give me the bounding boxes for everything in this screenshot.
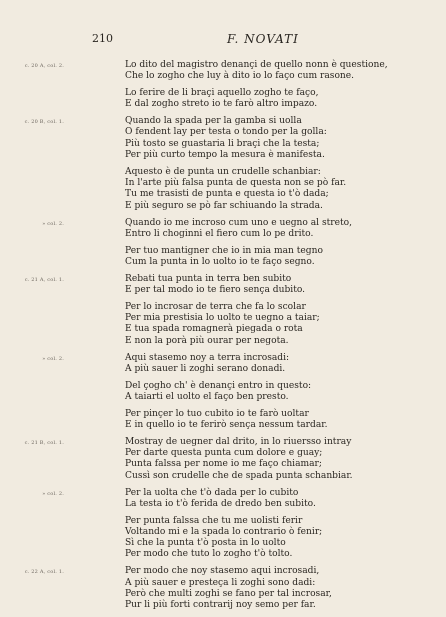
verse-line: Quando la spada per la gamba si uolla [125, 116, 302, 127]
page-header [0, 32, 446, 48]
verse-line-row [0, 167, 446, 178]
verse-line-row [0, 589, 446, 600]
stanza [0, 381, 446, 404]
verse-line: Rebati tua punta in terra ben subito [125, 273, 292, 284]
stanza [0, 167, 446, 212]
verse-line-row [0, 88, 446, 99]
stanza [0, 566, 446, 611]
margin-note: c. 22 A, col. 1. [24, 569, 64, 576]
verse-line-row [0, 600, 446, 611]
verse-line: A taiarti el uolto el faço ben presto. [125, 391, 289, 402]
verse-line: O fendent lay per testa o tondo per la golla: [125, 127, 327, 138]
verse-line: Sì che la punta t'ò posta in lo uolto [125, 538, 286, 549]
stanza [0, 218, 446, 241]
page-number: 210 [92, 32, 113, 45]
verse-line-row [0, 274, 446, 285]
verse-line: Aquesto è de punta un crudelle schanbiar: [125, 166, 321, 177]
stanza [0, 516, 446, 561]
verse-line-row [0, 285, 446, 296]
verse-line-row [0, 499, 446, 510]
verse-line: E in quello io te ferirò sença nessum tardar. [125, 420, 328, 431]
verse-line-row [0, 392, 446, 403]
verse-line-row [0, 420, 446, 431]
verse-line: Per pinçer lo tuo cubito io te farò uoltar [125, 408, 309, 419]
verse-line: A più sauer e presteça li zoghi sono dadi: [125, 577, 316, 588]
margin-note: c. 20 B, col. 1. [24, 119, 64, 126]
verse-line-row [0, 246, 446, 257]
verse-line: Entro li choginni el fiero cum lo pe drito. [125, 228, 314, 239]
margin-note: c. 21 B, col. 1. [24, 439, 64, 446]
verse-line-row [0, 99, 446, 110]
verse-line-row [0, 218, 446, 229]
verse-line-row [0, 448, 446, 459]
verse-line: In l'arte più falsa punta de questa non se pò far. [125, 178, 347, 189]
margin-note: c. 21 A, col. 1. [24, 276, 64, 283]
verse-line-row [0, 127, 446, 138]
stanza [0, 116, 446, 161]
verse-line: Che lo zogho che luy à dito io lo faço cum rasone. [125, 71, 355, 82]
stanza [0, 302, 446, 347]
stanza [0, 88, 446, 111]
verse-line-row [0, 538, 446, 549]
verse-line: Per darte questa punta cum dolore e guay; [125, 448, 323, 459]
verse-line: Per mia prestisia lo uolto te uegno a taiar; [125, 313, 320, 324]
verse-line: Più tosto se guastaria li braçi che la testa; [125, 138, 320, 149]
verse-line: Tu me trasisti de punta e questa io t'ò dada; [125, 189, 329, 200]
verse-line-row [0, 488, 446, 499]
verse-line-row [0, 201, 446, 212]
verse-line: Del çogho ch' è denançi entro in questo: [125, 380, 312, 391]
margin-note: c. 20 A, col. 2. [24, 63, 64, 69]
verse-line: Per punta falssa che tu me uolisti ferir [125, 515, 303, 526]
verse-line: Punta falssa per nome io me faço chiamar; [125, 459, 322, 470]
stanza [0, 60, 446, 83]
verse-line: E non la porà più ourar per negota. [125, 335, 289, 346]
verse-line: Cussì son crudelle che de spada punta schanbiar. [125, 470, 353, 481]
margin-note: » col. 2. [42, 490, 64, 497]
verse-line-row [0, 178, 446, 189]
verse-line-row [0, 71, 446, 82]
verse-line-row [0, 409, 446, 420]
verse-line: E per tal modo io te fiero sença dubito. [125, 285, 306, 296]
stanza [0, 488, 446, 511]
running-title: F. NOVATI [227, 32, 299, 46]
verse-line-row [0, 516, 446, 527]
stanza [0, 246, 446, 269]
verse-line: Quando io me incroso cum uno e uegno al streto, [125, 217, 353, 228]
verse-line: E tua spada romagnerà piegada o rota [125, 324, 303, 335]
verse-line-row [0, 324, 446, 335]
verse-line: Pur li più forti contrarij noy semo per far. [125, 600, 316, 611]
verse-line: Aqui stasemo noy a terra incrosadi: [125, 352, 290, 363]
verse-line-row [0, 459, 446, 470]
verse-line: Lo dito del magistro denançi de quello nonn è questione, [125, 60, 388, 70]
verse-line: Però che multi zoghi se fano per tal incrosar, [125, 588, 332, 599]
verse-line-row [0, 437, 446, 448]
verse-line-row [0, 257, 446, 268]
verse-line-row [0, 116, 446, 127]
verse-line: E dal zogho streto io te farò altro impazo. [125, 99, 318, 110]
verse-line-row [0, 189, 446, 200]
margin-note: » col. 2. [42, 220, 64, 227]
verse-line-row [0, 313, 446, 324]
verse-line-row [0, 549, 446, 560]
verse-line-row [0, 364, 446, 375]
verse-line-row [0, 229, 446, 240]
verse-line: Per modo che noy stasemo aqui incrosadi, [125, 566, 320, 577]
verse-line: Per tuo mantigner che io in mia man tegno [125, 245, 323, 256]
verse-line: A più sauer li zoghi serano donadi. [125, 363, 286, 374]
verse-text [0, 60, 446, 617]
verse-line: Per la uolta che t'ò dada per lo cubito [125, 487, 299, 498]
verse-line: Per lo incrosar de terra che fa lo scolar [125, 301, 306, 312]
verse-line-row [0, 60, 446, 71]
verse-line-row [0, 471, 446, 482]
verse-line-row [0, 139, 446, 150]
verse-line: Per modo che tuto lo zogho t'ò tolto. [125, 549, 293, 560]
verse-line-row [0, 353, 446, 364]
verse-line-row [0, 527, 446, 538]
verse-line-row [0, 302, 446, 313]
verse-line-row [0, 578, 446, 589]
stanza [0, 409, 446, 432]
stanza [0, 274, 446, 297]
verse-line: E più seguro se pò far schiuando la strada. [125, 200, 323, 211]
verse-line-row [0, 336, 446, 347]
verse-line: Voltando mi e la spada lo contrario ò fenir; [125, 526, 323, 537]
verse-line: Mostray de uegner dal drito, in lo riuersso intray [125, 436, 352, 447]
verse-line-row [0, 566, 446, 577]
stanza [0, 353, 446, 376]
verse-line: Per più curto tempo la mesura è manifesta. [125, 150, 325, 161]
verse-line: Cum la punta in lo uolto io te faço segno. [125, 256, 315, 267]
verse-line: Lo ferire de li braçi aquello zogho te faço, [125, 88, 319, 99]
verse-line-row [0, 381, 446, 392]
verse-line-row [0, 150, 446, 161]
verse-line: La testa io t'ò ferida de dredo ben subito. [125, 498, 316, 509]
stanza [0, 437, 446, 482]
margin-note: » col. 2. [42, 355, 64, 362]
